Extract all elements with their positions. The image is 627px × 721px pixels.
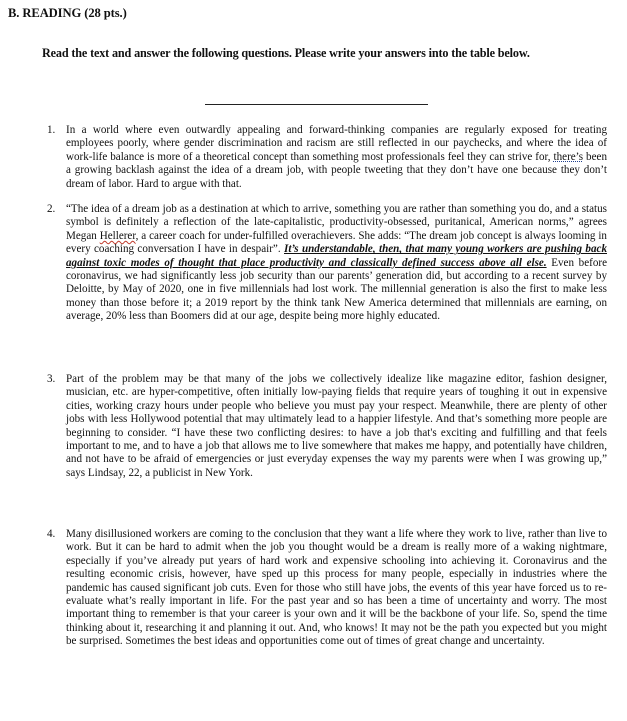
paragraph-number: 1. xyxy=(47,124,56,136)
paragraph-number: 2. xyxy=(47,203,56,215)
text-run: been a growing backlash against the idea of a dream job, with people tweeting that they don’t have one because they don’t dream of labor. Hard to argue with that. xyxy=(66,150,607,190)
paragraph-1 xyxy=(47,124,607,191)
paragraph-number: 4. xyxy=(47,528,56,540)
paragraph-text: Many disillusioned workers are coming to the conclusion that they want a life where they work to live, rather than live to work. But it can be hard to admit when the job you thought would be a dream is really more of a waking nightmare, especially if you’ve already put years of hard work and expensive schooling into achieving it. Coronavirus and the resulting economic crisis, however, have sped up this process for many people, especially in industries where the pandemic has caused significant job cuts. Even for those who still have jobs, the events of this year have forced us to re-evaluate what’s really important in life. For the past year and so has been a time of uncertainty and worry. The most important thing to remember is that your career is your own and it will be the backbone of your life. So, spend the time thinking about it, researching it and planning it out. And, who knows! It may not be the path you expected but you might be surprised. Sometimes the best ideas and opportunities come out of times of great change and uncertainty. xyxy=(66,528,607,648)
section-title: B. READING (28 pts.) xyxy=(8,6,127,20)
text-run: In a world where even outwardly appealing and forward-thinking companies are regularly exposed for treating employees poorly, where gender discrimination and racism are still reflected in our paychecks, and where the idea of work-life balance is more of a theoretical concept than something most professionals feel they can strive for, xyxy=(66,124,607,163)
answer-rule-line xyxy=(205,104,428,105)
paragraph-4 xyxy=(47,528,607,649)
paragraph-text: Part of the problem may be that many of the jobs we collectively idealize like magazine editor, fashion designer, musician, etc. are hyper-competitive, often initially low-paying fields that require years of toughing it out in expensive cities, working crazy hours under people who believe you must pay your respect. Meanwhile, there are plenty of other jobs with less Hollywood potential that may ultimately lead to a happier lifestyle. And that’s something more people are beginning to consider. “I have these two conflicting desires: to have a job that's exciting and fulfilling and that feels important to me, and to have a job that allows me to live somewhere that makes me happy, and potentially have children, and not have to be afraid of emergencies or just everyday expenses the way my parents were when I was growing up,” says Lindsay, 22, a publicist in New York. xyxy=(66,373,607,479)
grammar-flagged-word: there’s xyxy=(553,150,584,163)
spelling-flagged-word: Hellerer xyxy=(99,229,136,242)
paragraph-3 xyxy=(47,373,607,480)
emphasized-sentence: It’s understandable, then, that many young workers are pushing back against toxic modes of thought that place productivity and classically defined success above all else. xyxy=(66,243,607,269)
text-run: Even before coronavirus, we had significantly less job security than our parents’ generation did, but according to a recent survey by Deloitte, by May of 2020, one in five millennials had lost work. The millennial generation is also the first to make less money than those before it; a 2019 report by the think tank New America determined that millennials are earning, on average, 20% less than Boomers did at our age, despite being more highly educated. xyxy=(66,256,607,323)
paragraph-text xyxy=(66,203,607,324)
paragraph-2 xyxy=(47,203,607,324)
paragraph-text xyxy=(66,124,607,191)
text-run: “The idea of a dream job as a destination at which to arrive, something you are rather than something you do, and a status symbol is definitely a reflection of the late-capitalistic, productivity-obsessed, puritanical, American norms,” agrees Megan xyxy=(66,203,607,242)
instruction-text: Read the text and answer the following questions. Please write your answers into the table below. xyxy=(42,46,530,60)
text-run: , a career coach for under-fulfilled overachievers. She adds: “The dream job concept is always looming in every coaching conversation I have in despair”. xyxy=(66,229,607,256)
paragraph-number: 3. xyxy=(47,373,56,385)
